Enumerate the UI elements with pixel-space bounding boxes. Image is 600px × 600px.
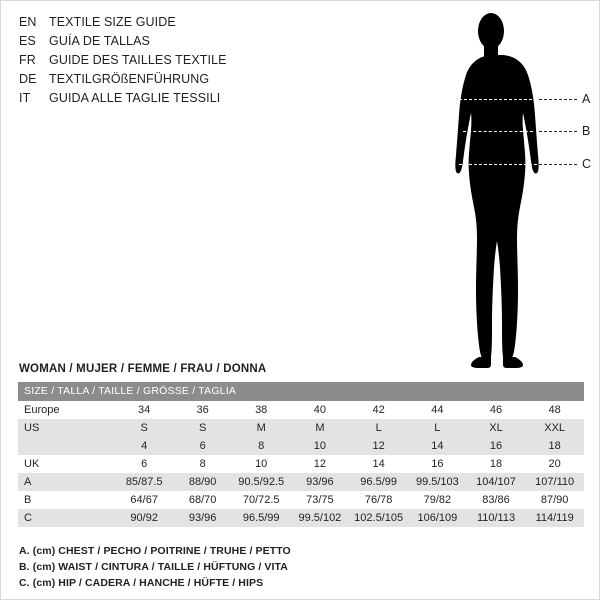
table-row — [18, 401, 584, 419]
table-row — [18, 437, 584, 455]
table-row — [18, 491, 584, 509]
language-title: TEXTILE SIZE GUIDE — [49, 15, 176, 29]
cell: 10 — [313, 439, 327, 452]
language-row — [19, 91, 419, 110]
measure-line-b-inner — [463, 131, 533, 132]
cell: 73/75 — [306, 493, 334, 506]
measure-line-b-outer — [539, 131, 577, 132]
row-label: UK — [24, 457, 40, 470]
cell: 70/72.5 — [242, 493, 280, 506]
cell: 16 — [489, 439, 503, 452]
cell: 96.5/99 — [360, 475, 397, 488]
measure-line-a-inner — [459, 99, 537, 100]
cell: 44 — [431, 403, 444, 416]
cell: 107/110 — [535, 475, 575, 488]
language-row — [19, 34, 419, 53]
cell: 87/90 — [540, 493, 569, 506]
female-body-icon — [421, 9, 591, 369]
cell: 88/90 — [188, 475, 217, 488]
measure-line-c-inner — [459, 164, 537, 165]
language-list — [19, 15, 419, 110]
language-code: ES — [19, 34, 36, 48]
cell: 102.5/105 — [354, 511, 404, 524]
note-hip: C. (cm) HIP / CADERA / HANCHE / HÜFTE / HIPS — [19, 577, 264, 589]
table-row — [18, 473, 584, 491]
cell: 10 — [255, 457, 268, 470]
cell: 12 — [313, 457, 327, 470]
cell: 114/119 — [535, 511, 574, 524]
cell: 90.5/92.5 — [238, 475, 285, 488]
row-label: Europe — [24, 403, 60, 416]
table-row — [18, 509, 584, 527]
note-waist: B. (cm) WAIST / CINTURA / TAILLE / HÜFTUNG / VITA — [19, 561, 288, 573]
female-silhouette-figure — [421, 9, 591, 369]
cell: M — [315, 421, 325, 434]
language-code: DE — [19, 72, 37, 86]
cell: L — [434, 421, 441, 434]
cell: 99.5/103 — [415, 475, 459, 488]
language-row — [19, 72, 419, 91]
cell: 42 — [372, 403, 385, 416]
cell: 16 — [431, 457, 444, 470]
table-header-label: SIZE / TALLA / TAILLE / GRÖSSE / TAGLIA — [24, 385, 237, 397]
measure-line-c-outer — [539, 164, 577, 165]
cell: 64/67 — [130, 493, 158, 506]
cell: S — [140, 421, 148, 434]
language-code: EN — [19, 15, 37, 29]
cell: 76/78 — [364, 493, 393, 506]
note-chest: A. (cm) CHEST / PECHO / POITRINE / TRUHE / PETTO — [19, 545, 291, 557]
cell: 96.5/99 — [242, 511, 280, 524]
language-title: TEXTILGRÖßENFÜHRUNG — [49, 72, 210, 86]
cell: 18 — [548, 439, 561, 452]
table-caption: WOMAN / MUJER / FEMME / FRAU / DONNA — [19, 363, 267, 375]
measure-label-c: C — [582, 157, 592, 171]
cell: S — [198, 421, 207, 434]
cell: 8 — [258, 439, 265, 452]
cell: 40 — [313, 403, 327, 416]
table-row — [18, 455, 584, 473]
cell: XL — [489, 421, 503, 434]
cell: 93/96 — [188, 511, 217, 524]
language-code: FR — [19, 53, 36, 67]
language-title: GUIDA ALLE TAGLIE TESSILI — [49, 91, 221, 105]
cell: 85/87.5 — [125, 475, 163, 488]
cell: 46 — [489, 403, 503, 416]
language-row — [19, 15, 419, 34]
table-row — [18, 419, 584, 437]
row-label — [18, 437, 115, 455]
cell: 18 — [489, 457, 503, 470]
measurement-notes — [19, 543, 579, 591]
language-title: GUÍA DE TALLAS — [49, 34, 150, 48]
cell: 14 — [372, 457, 385, 470]
measure-label-b: B — [582, 124, 591, 138]
cell: 48 — [548, 403, 561, 416]
cell: 93/96 — [306, 475, 334, 488]
language-title: GUIDE DES TAILLES TEXTILE — [49, 53, 227, 67]
cell: 36 — [196, 403, 209, 416]
cell: 8 — [199, 457, 206, 470]
table-header-row — [18, 382, 584, 401]
row-label: B — [24, 493, 32, 506]
measure-label-a: A — [582, 92, 591, 106]
language-row — [19, 53, 419, 72]
row-label: C — [24, 511, 32, 524]
cell: 110/113 — [476, 511, 516, 524]
size-table — [18, 382, 584, 527]
cell: 104/107 — [476, 475, 516, 488]
cell: L — [375, 421, 382, 434]
cell: 4 — [141, 439, 148, 452]
cell: 90/92 — [130, 511, 158, 524]
cell: 14 — [431, 439, 444, 452]
cell: 38 — [255, 403, 268, 416]
cell: M — [256, 421, 266, 434]
cell: 68/70 — [188, 493, 217, 506]
language-code: IT — [19, 91, 31, 105]
cell: 106/109 — [417, 511, 458, 524]
cell: 99.5/102 — [298, 511, 342, 524]
cell: 12 — [372, 439, 385, 452]
measure-line-a-outer — [539, 99, 577, 100]
cell: 6 — [199, 439, 206, 452]
cell: 20 — [548, 457, 561, 470]
cell: 79/82 — [423, 493, 452, 506]
row-label: A — [24, 475, 32, 488]
cell: XXL — [544, 421, 566, 434]
cell: 83/86 — [482, 493, 510, 506]
cell: 34 — [138, 403, 151, 416]
cell: 6 — [141, 457, 148, 470]
row-label: US — [24, 421, 40, 434]
